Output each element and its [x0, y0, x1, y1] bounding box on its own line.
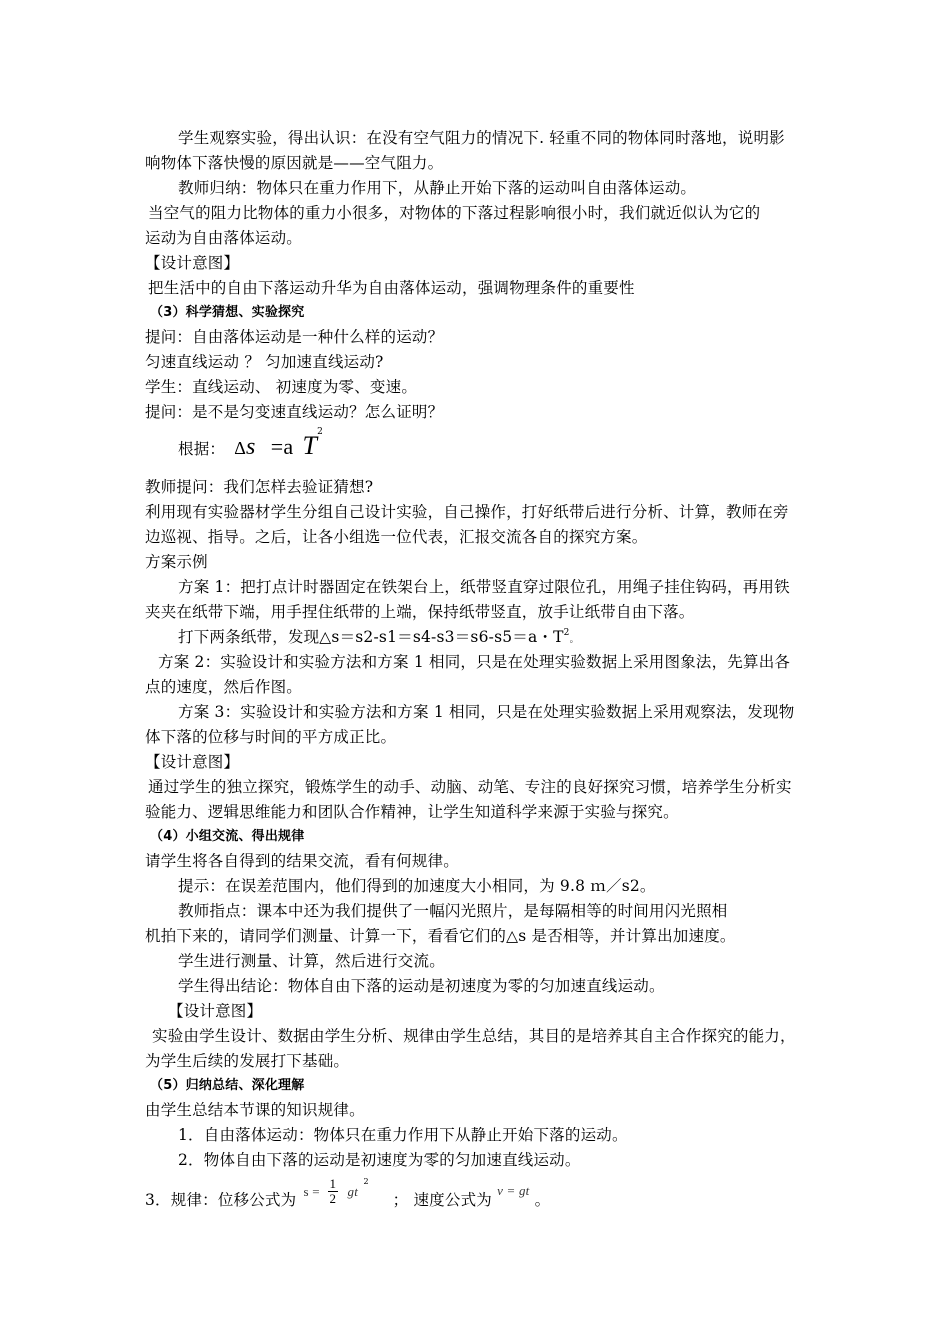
scheme-1-result-text: 打下两条纸带，发现△s＝s2-s1＝s4-s3＝s6-s5＝a・T: [178, 628, 564, 646]
rule-label: 3．规律：位移公式为: [145, 1191, 297, 1209]
options-line: 匀速直线运动 ？ 匀加速直线运动?: [145, 353, 384, 371]
design-intent-text-2a: 通过学生的独立探究，锻炼学生的动手、动脑、动笔、专注的良好探究习惯，培养学生分析实: [148, 778, 792, 796]
scheme-1-tail: 。: [569, 635, 579, 645]
student-answer: 学生：直线运动、 初速度为零、变速。: [145, 378, 418, 396]
equals-a: =a: [270, 434, 294, 459]
half-numerator: 1: [329, 1176, 337, 1191]
hint-acceleration: 提示：在误差范围内，他们得到的加速度大小相同，为 9.8 ｍ／s2。: [178, 877, 656, 895]
para-group-experiment-2: 边巡视、指导。之后，让各小组选一位代表，汇报交流各自的探究方案。: [145, 528, 648, 546]
design-intent-heading-2: 【设计意图】: [145, 753, 240, 771]
design-intent-text-1: 把生活中的自由下落运动升华为自由落体运动，强调物理条件的重要性: [148, 279, 635, 297]
question-2: 提问：是不是匀变速直线运动？怎么证明？: [145, 403, 444, 421]
formula-gt: gt: [347, 1184, 359, 1199]
velocity-formula: v = gt: [497, 1183, 530, 1198]
exchange-results: 请学生将各自得到的结果交流，看有何规律。: [145, 852, 460, 870]
teacher-tip-2: 机拍下来的，请同学们测量、计算一下，看看它们的△s 是否相等，并计算出加速度。: [145, 927, 736, 945]
section-3-heading: （3）科学猜想、实验探究: [150, 305, 305, 320]
summary-intro: 由学生总结本节课的知识规律。: [145, 1101, 365, 1119]
section-4-heading: （4）小组交流、得出规律: [150, 829, 305, 844]
scheme-1-line-1: 方案 1：把打点计时器固定在铁架台上，纸带竖直穿过限位孔，用绳子挂住钩码，再用铁: [178, 578, 790, 596]
question-1: 提问：自由落体运动是一种什么样的运动？: [145, 328, 444, 346]
design-intent-text-3b: 为学生后续的发展打下基础。: [145, 1052, 350, 1070]
scheme-examples-label: 方案示例: [145, 553, 208, 571]
design-intent-heading-1: 【设计意图】: [145, 254, 240, 272]
design-intent-heading-3: 【设计意图】: [168, 1002, 263, 1020]
half-denominator: 2: [329, 1191, 337, 1206]
para-group-experiment-1: 利用现有实验器材学生分组自己设计实验，自己操作，打好纸带后进行分析、计算，教师在旁: [145, 503, 789, 521]
para-teacher-summary: 教师归纳：物体只在重力作用下，从静止开始下落的运动叫自由落体运动。: [178, 179, 697, 197]
period-T: T: [302, 431, 318, 460]
para-air-resistance-2: 运动为自由落体运动。: [145, 229, 303, 247]
formula-s-eq: s =: [303, 1184, 320, 1199]
scheme-1-result: [178, 627, 848, 650]
formula-gt-exp: 2: [363, 1177, 369, 1186]
para-observation-2: 响物体下落快慢的原因就是——空气阻力。: [145, 154, 444, 172]
summary-item-1: 1．自由落体运动：物体只在重力作用下从静止开始下落的运动。: [178, 1126, 628, 1144]
displacement-formula: [302, 1176, 382, 1217]
formula-half: [328, 1177, 339, 1206]
scheme-3-line-2: 体下落的位移与时间的平方成正比。: [145, 728, 397, 746]
teacher-tip-1: 教师指点：课本中还为我们提供了一幅闪光照片，是每隔相等的时间用闪光照相: [178, 902, 728, 920]
student-conclusion: 学生得出结论：物体自由下落的运动是初速度为零的匀加速直线运动。: [178, 977, 665, 995]
scheme-3-line-1: 方案 3：实验设计和实验方法和方案 1 相同，只是在处理实验数据上采用观察法，发现物: [178, 703, 795, 721]
delta-s: s: [246, 434, 256, 460]
student-measure: 学生进行测量、计算，然后进行交流。: [178, 952, 445, 970]
delta-symbol: Δ: [234, 438, 247, 458]
design-intent-text-2b: 验能力、逻辑思维能力和团队合作精神，让学生知道科学来源于实验与探究。: [145, 803, 679, 821]
basis-label: 根据：: [178, 440, 226, 458]
scheme-2-line-2: 点的速度，然后作图。: [145, 678, 303, 696]
square-exponent: 2: [317, 427, 324, 437]
scheme-1-exponent: 2: [563, 628, 570, 638]
scheme-2-line-1: 方案 2：实验设计和实验方法和方案 1 相同，只是在处理实验数据上采用图象法，先算出各: [158, 653, 791, 671]
para-observation-1: 学生观察实验，得出认识：在没有空气阻力的情况下. 轻重不同的物体同时落地，说明影: [178, 129, 785, 147]
teacher-question: 教师提问：我们怎样去验证猜想?: [145, 478, 374, 496]
para-air-resistance-1: 当空气的阻力比物体的重力小很多，对物体的下落过程影响很小时，我们就近似认为它的: [148, 204, 761, 222]
scheme-1-line-2: 夹夹在纸带下端，用手捏住纸带的上端，保持纸带竖直，放手让纸带自由下落。: [145, 603, 695, 621]
section-5-heading: （5）归纳总结、深化理解: [150, 1078, 305, 1093]
design-intent-text-3a: 实验由学生设计、数据由学生分析、规律由学生总结，其目的是培养其自主合作探究的能力，: [152, 1027, 796, 1045]
velocity-label: ； 速度公式为: [392, 1191, 492, 1209]
formula-basis-line: [178, 427, 848, 470]
summary-item-3: [145, 1176, 815, 1217]
summary-item-2: 2．物体自由下落的运动是初速度为零的匀加速直线运动。: [178, 1151, 581, 1169]
final-period: 。: [534, 1191, 551, 1209]
